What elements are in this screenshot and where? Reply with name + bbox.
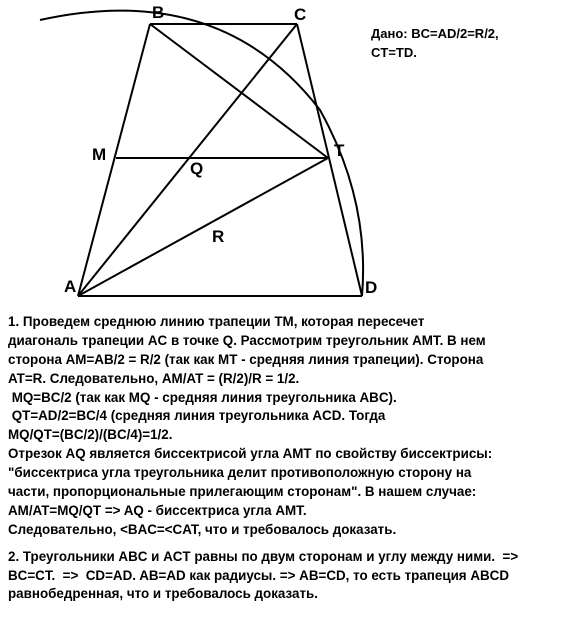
proof-text <box>8 313 560 604</box>
given-line-1: Дано: BC=AD/2=R/2, <box>371 26 499 41</box>
proof-line: Отрезок AQ является биссектрисой угла AMT по свойству биссектрисы: <box>8 446 493 462</box>
proof-line: части, пропорциональные прилегающим сторонам". В нашем случае: <box>8 484 477 500</box>
proof-line: MQ/QT=(BC/2)/(BC/4)=1/2. <box>8 427 173 443</box>
segment-ac <box>78 24 297 296</box>
label-r: R <box>212 227 225 246</box>
label-b: B <box>152 3 165 22</box>
given-line-2: CT=TD. <box>371 45 417 60</box>
proof-part-2 <box>8 548 560 605</box>
proof-line: MQ=BC/2 (так как MQ - средняя линия треугольника ABC). <box>8 389 397 405</box>
proof-line: AT=R. Следовательно, AM/AT = (R/2)/R = 1/2. <box>8 370 300 386</box>
segment-ab <box>78 24 150 296</box>
given-conditions <box>371 24 499 62</box>
proof-line: Следовательно, <BAC=<CAT, что и требовалось доказать. <box>8 521 397 537</box>
label-q: Q <box>190 159 204 178</box>
proof-line: AM/AT=MQ/QT => AQ - биссектриса угла AMT. <box>8 502 307 518</box>
proof-line: BC=CT. => CD=AD. AB=AD как радиусы. => AB=CD, то есть трапеция ABCD <box>8 567 510 583</box>
label-t: T <box>334 141 345 160</box>
segment-cd <box>297 24 362 296</box>
label-d: D <box>365 278 378 297</box>
proof-line: сторона AM=AB/2 = R/2 (так как MT - средняя линия трапеции). Сторона <box>8 351 484 367</box>
proof-line: диагональ трапеции AC в точке Q. Рассмотрим треугольник AMT. В нем <box>8 332 486 348</box>
label-c: C <box>294 5 307 24</box>
proof-line: "биссектриса угла треугольника делит противоположную сторону на <box>8 465 472 481</box>
proof-line: 1. Проведем среднюю линию трапеции TM, которая пересечет <box>8 314 425 329</box>
proof-line: равнобедренная, что и требовалось доказать. <box>8 586 318 602</box>
proof-line: 2. Треугольники ABC и ACT равны по двум сторонам и углу между ними. => <box>8 548 519 564</box>
proof-part-1 <box>8 313 560 540</box>
segment-at <box>78 158 328 296</box>
label-a: A <box>64 277 77 296</box>
proof-line: QT=AD/2=BC/4 (средняя линия треугольника ACD. Тогда <box>8 408 386 424</box>
label-m: M <box>92 145 107 164</box>
